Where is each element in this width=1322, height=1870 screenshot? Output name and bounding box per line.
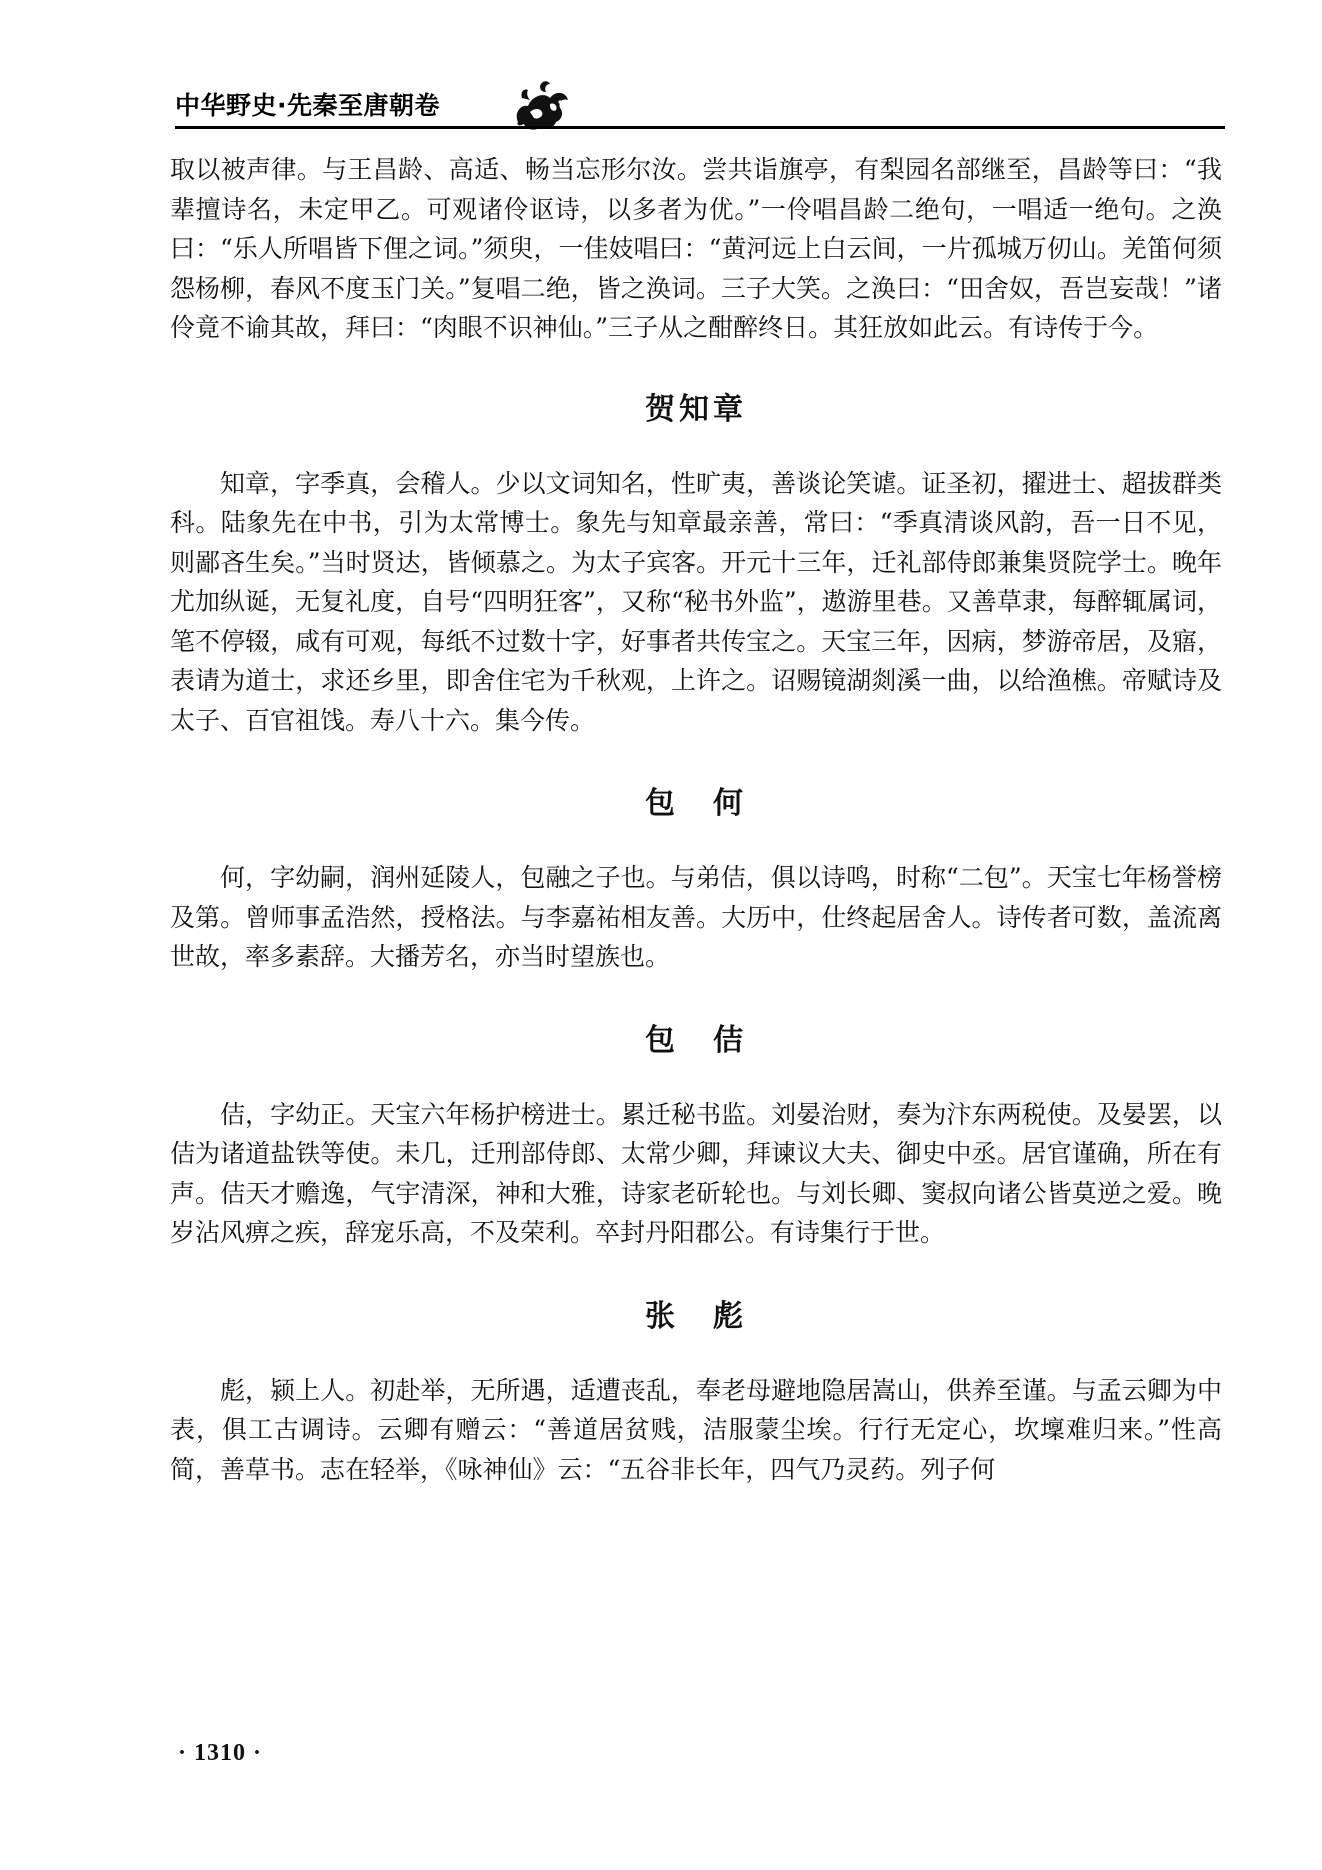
book-title: 中华野史·先秦至唐朝卷 (175, 91, 440, 120)
section-text-bao-he: 何，字幼嗣，润州延陵人，包融之子也。与弟佶，俱以诗鸣，时称“二包”。天宝七年杨誉榜及第。曾师事孟浩然，授格法。与李嘉祐相友善。大历中，仕终起居舍人。诗传者可数，盖流离世故，率多素辞。大播芳名，亦当时望族也。 (170, 863, 1222, 971)
intro-paragraph: 取以被声律。与王昌龄、高适、畅当忘形尔汝。尝共诣旗亭，有梨园名部继至，昌龄等曰：“我辈擅诗名，未定甲乙。可观诸伶讴诗，以多者为优。”一伶唱昌龄二绝句，一唱适一绝句。之涣曰：“乐人所唱皆下俚之词。”须臾，一佳妓唱曰：“黄河远上白云间，一片孤城万仞山。羌笛何须怨杨柳，春风不度玉门关。”复唱二绝，皆之涣词。三子大笑。之涣曰：“田舍奴，吾岂妄哉！”诸伶竟不谕其故，拜曰：“肉眼不识神仙。”三子从之酣醉终日。其狂放如此云。有诗传于今。 (170, 155, 1222, 342)
section-text-he-zhizhang: 知章，字季真，会稽人。少以文词知名，性旷夷，善谈论笑谑。证圣初，擢进士、超拔群类科。陆象先在中书，引为太常博士。象先与知章最亲善，常曰：“季真清谈风韵，吾一日不见，则鄙吝生矣。”当时贤达，皆倾慕之。为太子宾客。开元十三年，迁礼部侍郎兼集贤院学士。晚年尤加纵诞，无复礼度，自号“四明狂客”，又称“秘书外监”，遨游里巷。又善草隶，每醉辄属词，笔不停辍，咸有可观，每纸不过数十字，好事者共传宝之。天宝三年，因病，梦游帝居，及寤，表请为道士，求还乡里，即舍住宅为千秋观，上许之。诏赐镜湖剡溪一曲，以给渔樵。帝赋诗及太子、百官祖饯。寿八十六。集今传。 (170, 468, 1222, 735)
section-text-bao-ji: 佶，字幼正。天宝六年杨护榜进士。累迁秘书监。刘晏治财，奏为汴东两税使。及晏罢，以佶为诸道盐铁等使。未几，迁刑部侍郎、太常少卿，拜谏议大夫、御史中丞。居官谨确，所在有声。佶天才赡逸，气宇清深，神和大雅，诗家老斫轮也。与刘长卿、窦叔向诸公皆莫逆之爱。晚岁沾风痹之疾，辞宠乐高，不及荣利。卒封丹阳郡公。有诗集行于世。 (170, 1099, 1222, 1247)
section-title-zhang-biao: 张 彪 (645, 1298, 747, 1334)
section-title-bao-he: 包 何 (645, 786, 747, 821)
section-text-zhang-biao: 彪，颍上人。初赴举，无所遇，适遭丧乱，奉老母避地隐居嵩山，供养至谨。与孟云卿为中表，俱工古调诗。云卿有赠云：“善道居贫贱，洁服蒙尘埃。行行无定心，坎壈难归来。”性高简，善草书。志在轻举，《咏神仙》云：“五谷非长年，四气乃灵药。列子何 (170, 1375, 1222, 1484)
header-rule (175, 126, 1225, 129)
section-title-bao-ji: 包 佶 (645, 1022, 747, 1058)
section-title-he-zhizhang: 贺知章 (645, 391, 747, 427)
running-header (175, 78, 1225, 138)
page-body (170, 150, 1222, 1489)
page-number: · 1310 · (178, 1740, 263, 1766)
